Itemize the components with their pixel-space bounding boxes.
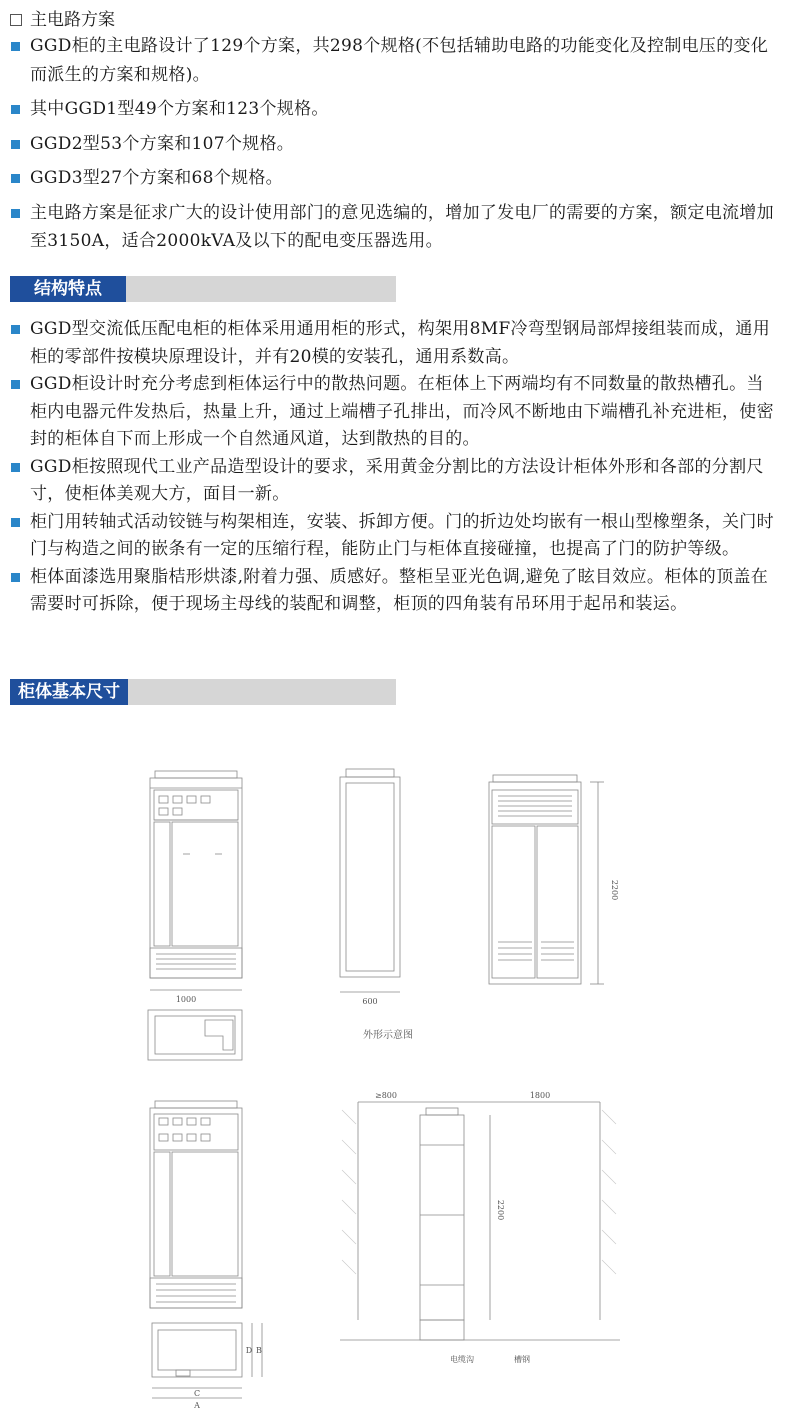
bullet-square-icon	[11, 140, 20, 149]
main-circuit-item: GGD3型27个方案和68个规格。	[10, 164, 780, 193]
structure-title: 结构特点	[10, 276, 126, 302]
main-circuit-item: 主电路方案是征求广大的设计使用部门的意见选编的，增加了发电厂的需要的方案，额定电流增加至3150A，适合2000kVA及以下的配电变压器选用。	[10, 199, 780, 256]
side-view-cabinet	[340, 769, 400, 977]
bullet-square-icon	[11, 463, 20, 472]
dim-label-a: A	[194, 1401, 200, 1410]
structure-title-bar	[10, 276, 396, 302]
front-view-cabinet	[150, 771, 242, 978]
main-circuit-item: GGD柜的主电路设计了129个方案，共298个规格(不包括辅助电路的功能变化及控制电压的变化而派生的方案和规格)。	[10, 32, 780, 89]
bullet-square-icon	[11, 380, 20, 389]
dim-label-c: C	[193, 1389, 201, 1398]
main-circuit-heading	[10, 8, 780, 32]
main-circuit-item: 其中GGD1型49个方案和123个规格。	[10, 95, 780, 124]
dim-label-b: B	[256, 1346, 262, 1355]
dim-width-side: 600	[362, 997, 378, 1006]
structure-item: 柜门用转轴式活动铰链与构架相连，安装、拆卸方便。门的折边处均嵌有一根山型橡塑条，关门时门与构造之间的嵌条有一定的压缩行程，能防止门与柜体直接碰撞，也提高了门的防护等级。	[10, 509, 780, 564]
label-channel-steel: 槽钢	[514, 1355, 530, 1364]
dim-height-install: 2200	[496, 1199, 505, 1221]
checkbox-icon	[10, 14, 22, 26]
top-plan-view	[148, 1010, 242, 1060]
bullet-square-icon	[11, 105, 20, 114]
bullet-square-icon	[11, 325, 20, 334]
rear-view-cabinet	[489, 775, 604, 984]
bullet-square-icon	[11, 42, 20, 51]
dim-label-d: D	[245, 1346, 253, 1355]
dim-width-front: 1000	[175, 995, 197, 1004]
main-circuit-heading-text: 主电路方案	[30, 10, 115, 30]
installation-section-view	[340, 1102, 620, 1340]
cabinet-outline-drawing	[0, 720, 790, 1414]
label-cable-trench: 电缆沟	[450, 1355, 474, 1364]
main-circuit-section	[10, 8, 780, 256]
bullet-square-icon	[11, 573, 20, 582]
bullet-square-icon	[11, 174, 20, 183]
bullet-square-icon	[11, 518, 20, 527]
outline-caption: 外形示意图	[363, 1030, 413, 1041]
structure-item: GGD型交流低压配电柜的柜体采用通用柜的形式，构架用8MF冷弯型钢局部焊接组装而成，通用柜的零部件按模块原理设计，并有20模的安装孔，通用系数高。	[10, 316, 780, 371]
dim-height-rear: 2200	[610, 879, 619, 901]
structure-item: 柜体面漆选用聚脂桔形烘漆,附着力强、质感好。整柜呈亚光色调,避免了眩目效应。柜体的顶盖在需要时可拆除，便于现场主母线的装配和调整，柜顶的四角装有吊环用于起吊和装运。	[10, 564, 780, 619]
dimensions-title-bar	[10, 679, 396, 705]
main-circuit-item: GGD2型53个方案和107个规格。	[10, 130, 780, 159]
structure-item: GGD柜设计时充分考虑到柜体运行中的散热问题。在柜体上下两端均有不同数量的散热槽孔。当柜内电器元件发热后，热量上升，通过上端槽子孔排出，而冷风不断地由下端槽孔补充进柜，使密封的柜体自下而上形成一个自然通风道，达到散热的目的。	[10, 371, 780, 454]
front-view-cabinet-2	[150, 1101, 242, 1308]
dim-clearance-front: ≥800	[375, 1091, 397, 1100]
dim-clearance-rear: 1800	[529, 1091, 551, 1100]
dimensions-title: 柜体基本尺寸	[10, 679, 128, 705]
structure-item: GGD柜按照现代工业产品造型设计的要求，采用黄金分割比的方法设计柜体外形和各部的分割尺寸，使柜体美观大方，面目一新。	[10, 454, 780, 509]
bullet-square-icon	[11, 209, 20, 218]
structure-section	[10, 316, 780, 619]
bottom-plan-view	[152, 1323, 262, 1398]
